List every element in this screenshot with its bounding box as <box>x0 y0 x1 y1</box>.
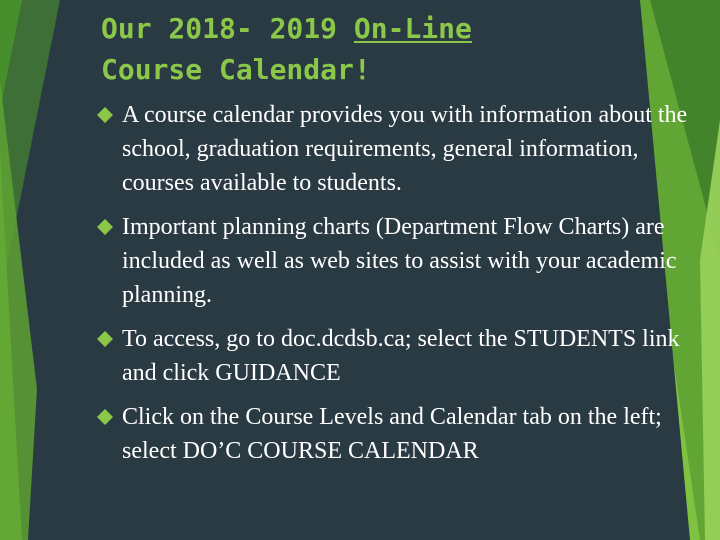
diamond-bullet-icon <box>96 408 114 426</box>
bullet-item <box>96 322 716 390</box>
bullet-item <box>96 210 716 312</box>
bullet-text: Click on the Course Levels and Calendar tab on the left; select DO’C COURSE CALENDAR <box>122 404 662 464</box>
diamond-bullet-icon <box>96 218 114 236</box>
title-prefix: Our 2018- 2019 <box>101 12 354 45</box>
title-underlined: On-Line <box>353 12 472 45</box>
title-line2: Course Calendar! <box>101 53 371 86</box>
diamond-bullet-icon <box>96 106 114 124</box>
slide-title <box>101 8 621 90</box>
bullet-item <box>96 400 716 468</box>
bullet-text: A course calendar provides you with information about the school, graduation requirements, general information, courses available to students. <box>122 102 688 196</box>
bullet-text: Important planning charts (Department Flow Charts) are included as well as web sites to assist with your academic planning. <box>122 214 677 308</box>
bullet-list <box>96 98 716 468</box>
bullet-item <box>96 98 716 200</box>
bullet-text: To access, go to doc.dcdsb.ca; select the STUDENTS link and click GUIDANCE <box>122 326 680 386</box>
diamond-bullet-icon <box>96 330 114 348</box>
